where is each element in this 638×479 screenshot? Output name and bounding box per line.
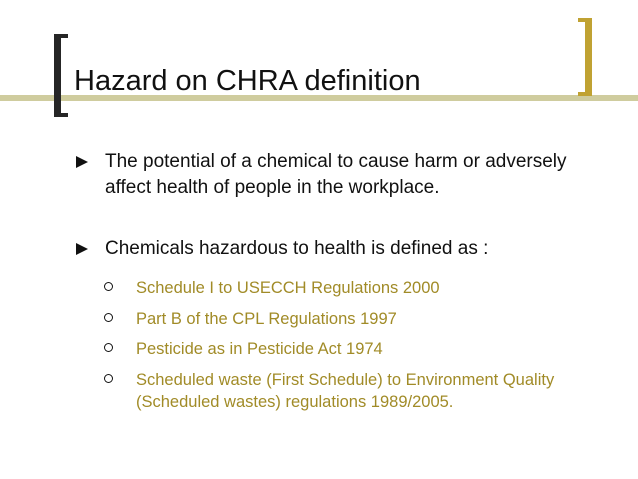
bullet-text: Chemicals hazardous to health is defined as : xyxy=(105,238,489,259)
sub-bullet-text: Scheduled waste (First Schedule) to Environment Quality (Scheduled wastes) regulations 1989/2005. xyxy=(136,371,555,411)
sub-bullet-text: Pesticide as in Pesticide Act 1974 xyxy=(136,340,383,358)
sub-bullet-item xyxy=(104,277,624,299)
circle-bullet-icon xyxy=(104,343,113,352)
sub-bullet-item xyxy=(104,338,624,360)
sub-bullet-item xyxy=(104,308,624,330)
triangle-bullet-icon xyxy=(76,243,88,255)
sub-bullet-item xyxy=(104,369,624,413)
circle-bullet-icon xyxy=(104,374,113,383)
bullet-text: The potential of a chemical to cause harm or adversely affect health of people in the workplace. xyxy=(105,151,567,198)
circle-bullet-icon xyxy=(104,313,113,322)
bullet-item xyxy=(76,149,616,201)
left-bracket-decoration xyxy=(54,34,68,117)
bullet-item xyxy=(76,236,616,262)
triangle-bullet-icon xyxy=(76,156,88,168)
slide-title: Hazard on CHRA definition xyxy=(74,65,421,97)
sub-bullet-text: Part B of the CPL Regulations 1997 xyxy=(136,310,397,328)
circle-bullet-icon xyxy=(104,282,113,291)
right-bracket-decoration xyxy=(578,18,592,96)
sub-bullet-text: Schedule I to USECCH Regulations 2000 xyxy=(136,279,440,297)
